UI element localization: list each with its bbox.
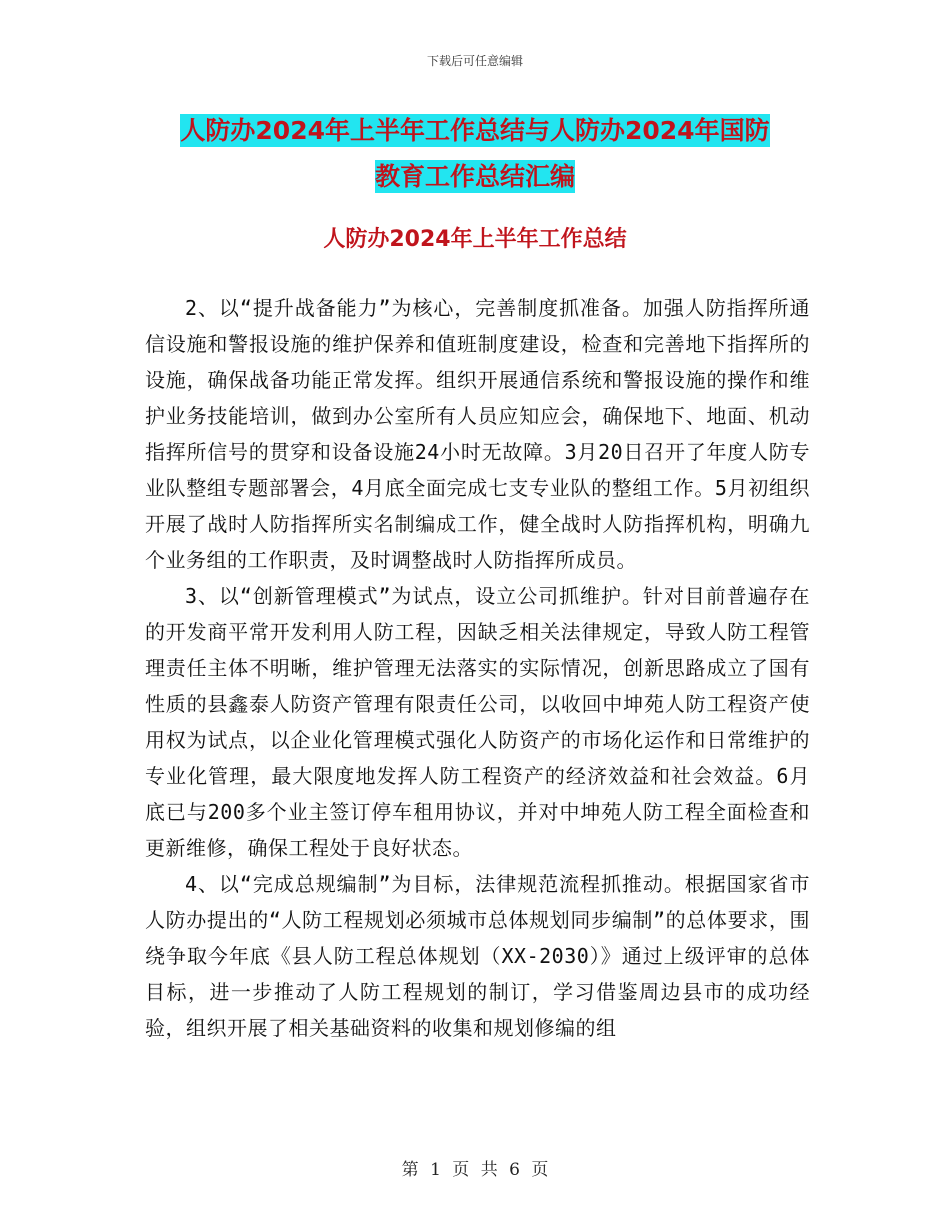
paragraph-4: 4、以“完成总规编制”为目标，法律规范流程抓推动。根据国家省市人防办提出的“人防工程规划必须城市总体规划同步编制”的总体要求，围绕争取今年底《县人防工程总体规划（XX-2030）》通过上级评审的总体目标，进一步推动了人防工程规划的制订，学习借鉴周边县市的成功经验，组织开展了相关基础资料的收集和规划修编的组	[145, 872, 810, 1040]
body-text	[145, 290, 810, 1046]
section-title: 人防办2024年上半年工作总结	[323, 227, 627, 252]
paragraph-2: 2、以“提升战备能力”为核心，完善制度抓准备。加强人防指挥所通信设施和警报设施的维护保养和值班制度建设，检查和完善地下指挥所的设施，确保战备功能正常发挥。组织开展通信系统和警报设施的操作和维护业务技能培训，做到办公室所有人员应知应会，确保地下、地面、机动指挥所信号的贯穿和设备设施24小时无故障。3月20日召开了年度人防专业队整组专题部署会，4月底全面完成七支专业队的整组工作。5月初组织开展了战时人防指挥所实名制编成工作，健全战时人防指挥机构，明确九个业务组的工作职责，及时调整战时人防指挥所成员。	[145, 296, 810, 572]
document-title-line-2: 教育工作总结汇编	[374, 162, 575, 191]
document-title-line-1: 人防办2024年上半年工作总结与人防办2024年国防	[180, 116, 770, 145]
page-number-footer: 第 1 页 共 6 页	[401, 1160, 549, 1180]
document-title	[145, 108, 805, 200]
header-note: 下载后可任意编辑	[426, 54, 523, 68]
paragraph-3: 3、以“创新管理模式”为试点，设立公司抓维护。针对目前普遍存在的开发商平常开发利用人防工程，因缺乏相关法律规定，导致人防工程管理责任主体不明晰，维护管理无法落实的实际情况，创新思路成立了国有性质的县鑫泰人防资产管理有限责任公司，以收回中坤苑人防工程资产使用权为试点，以企业化管理模式强化人防资产的市场化运作和日常维护的专业化管理，最大限度地发挥人防工程资产的经济效益和社会效益。6月底已与200多个业主签订停车租用协议，并对中坤苑人防工程全面检查和更新维修，确保工程处于良好状态。	[145, 584, 810, 860]
